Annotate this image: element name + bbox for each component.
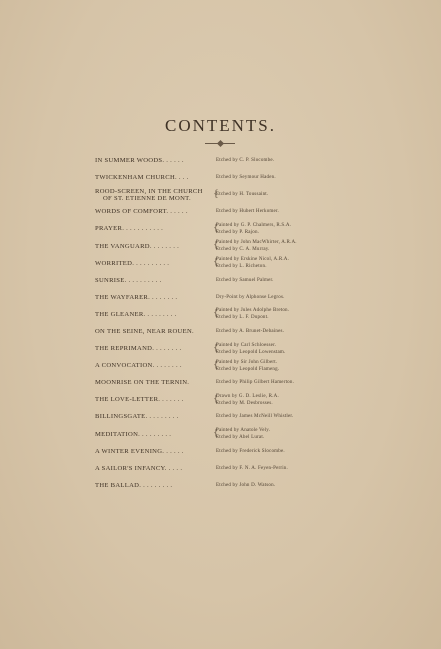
- entry-credits: [216, 374, 356, 391]
- contents-entry: [95, 220, 355, 237]
- entry-title-line: IN SUMMER WOODS. . . . . .: [95, 157, 184, 165]
- credit-line: Dry-Point by Alphonse Legros.: [216, 294, 285, 300]
- credit-line: Etched by Abel Lurat.: [216, 435, 265, 441]
- entry-credits: [216, 477, 356, 494]
- credit-line: Painted by G. P. Chalmers, R.S.A.: [216, 222, 292, 228]
- entry-credits: [216, 323, 356, 340]
- brace-mark: {: [213, 343, 219, 354]
- contents-entry: [95, 391, 355, 408]
- entry-title-line: ON THE SEINE, NEAR ROUEN.: [95, 327, 194, 335]
- entry-credits: [216, 289, 356, 306]
- entry-credits: [216, 152, 356, 169]
- entry-title-line: PRAYER. . . . . . . . . . .: [95, 225, 164, 233]
- page-title: CONTENTS.: [164, 116, 277, 135]
- title-ornament-diamond: [217, 140, 224, 147]
- entry-title-line: ROOD-SCREEN, IN THE CHURCH: [95, 187, 203, 195]
- entry-title: [95, 426, 213, 443]
- entry-title: [95, 186, 213, 203]
- entry-title: [95, 255, 213, 272]
- entry-title-line: THE BALLAD. . . . . . . . .: [95, 481, 173, 489]
- entry-credits: [216, 460, 356, 477]
- contents-entry: [95, 426, 355, 443]
- contents-list: [95, 152, 355, 494]
- contents-entry: [95, 443, 355, 460]
- entry-title-line: TWICKENHAM CHURCH. . . .: [95, 174, 189, 182]
- entry-title-line: OF ST. ETIENNE DE MONT.: [103, 194, 191, 202]
- brace-mark: {: [213, 428, 219, 439]
- contents-entry: [95, 152, 355, 169]
- credit-line: Etched by C. A. Murray.: [216, 247, 270, 253]
- entry-title: [95, 152, 213, 169]
- entry-credits: [216, 443, 356, 460]
- entry-title: [95, 272, 213, 289]
- credit-line: Etched by Leopold Flameng.: [216, 366, 280, 372]
- entry-title-line: A CONVOCATION. . . . . . . .: [95, 362, 182, 370]
- entry-title: [95, 323, 213, 340]
- entry-title: [95, 203, 213, 220]
- contents-entry: [95, 186, 355, 203]
- credit-line: Painted by Erskine Nicol, A.R.A.: [216, 257, 290, 263]
- credit-line: Etched by Seymour Haden.: [216, 175, 276, 181]
- entry-credits: [216, 306, 356, 323]
- credit-line: Painted by Sir John Gilbert.: [216, 359, 278, 365]
- entry-title-line: BILLINGSGATE. . . . . . . . .: [95, 413, 179, 421]
- entry-title: [95, 408, 213, 425]
- credit-line: Painted by Carl Schloesser.: [216, 342, 277, 348]
- credit-line: Etched by Samuel Palmer.: [216, 277, 274, 283]
- contents-entry: [95, 272, 355, 289]
- contents-entry: [95, 460, 355, 477]
- credit-line: Etched by H. Toussaint.: [216, 192, 269, 198]
- entry-title-line: THE REPRIMAND. . . . . . . .: [95, 345, 182, 353]
- entry-title: [95, 289, 213, 306]
- credit-line: Painted by Jules Adolphe Breton.: [216, 308, 290, 314]
- entry-title-line: WORDS OF COMFORT. . . . . .: [95, 208, 188, 216]
- entry-title-line: SUNRISE. . . . . . . . . .: [95, 276, 162, 284]
- credit-line: Etched by A. Brunet-Debaines.: [216, 328, 285, 334]
- entry-credits: [216, 203, 356, 220]
- entry-credits: [216, 169, 356, 186]
- contents-entry: [95, 255, 355, 272]
- entry-credits: [216, 272, 356, 289]
- entry-title: [95, 391, 213, 408]
- entry-credits: [216, 340, 356, 357]
- credit-line: Painted by John MacWhirter, A.R.A.: [216, 240, 297, 246]
- brace-mark: {: [213, 308, 219, 319]
- contents-entry: [95, 408, 355, 425]
- credit-line: Etched by Leopold Lowenstam.: [216, 349, 286, 355]
- credit-line: Etched by Philip Gilbert Hamerton.: [216, 380, 295, 386]
- entry-title: [95, 477, 213, 494]
- entry-title-line: WORRITED. . . . . . . . . .: [95, 259, 170, 267]
- entry-title: [95, 237, 213, 254]
- contents-entry: [95, 237, 355, 254]
- entry-title-line: THE WAYFARER. . . . . . . .: [95, 293, 178, 301]
- contents-entry: [95, 203, 355, 220]
- entry-credits: [216, 255, 356, 272]
- entry-title: [95, 374, 213, 391]
- credit-line: Etched by L. F. Dupont.: [216, 315, 269, 321]
- entry-title-line: THE LOVE-LETTER. . . . . . .: [95, 396, 184, 404]
- credit-line: Etched by John D. Watson.: [216, 482, 276, 488]
- brace-mark: {: [213, 223, 219, 234]
- credit-line: Etched by M. Desbrosses.: [216, 400, 273, 406]
- entry-title: [95, 460, 213, 477]
- credit-line: Etched by P. Rajon.: [216, 229, 260, 235]
- contents-entry: [95, 340, 355, 357]
- entry-title: [95, 357, 213, 374]
- entry-title-line: MEDITATION. . . . . . . . .: [95, 430, 172, 438]
- credit-line: Etched by L. Richeton.: [216, 264, 267, 270]
- entry-title: [95, 340, 213, 357]
- entry-title: [95, 306, 213, 323]
- credit-line: Etched by Frederick Slocombe.: [216, 448, 285, 454]
- credit-line: Painted by Anatole Vely.: [216, 428, 271, 434]
- credit-line: Etched by Hubert Herkomer.: [216, 209, 279, 215]
- credit-line: Etched by F. N. A. Feyen-Perrin.: [216, 465, 288, 471]
- credit-line: Etched by C. P. Slocombe.: [216, 158, 275, 164]
- entry-title-line: THE VANGUARD. . . . . . . .: [95, 242, 180, 250]
- contents-entry: [95, 323, 355, 340]
- contents-entry: [95, 357, 355, 374]
- entry-title-line: A SAILOR'S INFANCY. . . . .: [95, 464, 183, 472]
- brace-mark: {: [213, 189, 219, 200]
- entry-title: [95, 220, 213, 237]
- entry-credits: [216, 426, 356, 443]
- entry-title-line: A WINTER EVENING. . . . . .: [95, 447, 184, 455]
- entry-credits: [216, 186, 356, 203]
- entry-credits: [216, 357, 356, 374]
- entry-credits: [216, 237, 356, 254]
- brace-mark: {: [213, 360, 219, 371]
- entry-title-line: MOONRISE ON THE TERNIN.: [95, 379, 190, 387]
- entry-title: [95, 169, 213, 186]
- entry-credits: [216, 408, 356, 425]
- entry-credits: [216, 391, 356, 408]
- contents-entry: [95, 169, 355, 186]
- brace-mark: {: [213, 257, 219, 268]
- brace-mark: {: [213, 394, 219, 405]
- contents-entry: [95, 306, 355, 323]
- contents-entry: [95, 374, 355, 391]
- entry-title: [95, 443, 213, 460]
- entry-credits: [216, 220, 356, 237]
- contents-entry: [95, 477, 355, 494]
- credit-line: Drawn by G. D. Leslie, R.A.: [216, 393, 279, 399]
- credit-line: Etched by James McNeill Whistler.: [216, 414, 294, 420]
- entry-title-line: THE GLEANER. . . . . . . . .: [95, 310, 177, 318]
- brace-mark: {: [213, 240, 219, 251]
- contents-entry: [95, 289, 355, 306]
